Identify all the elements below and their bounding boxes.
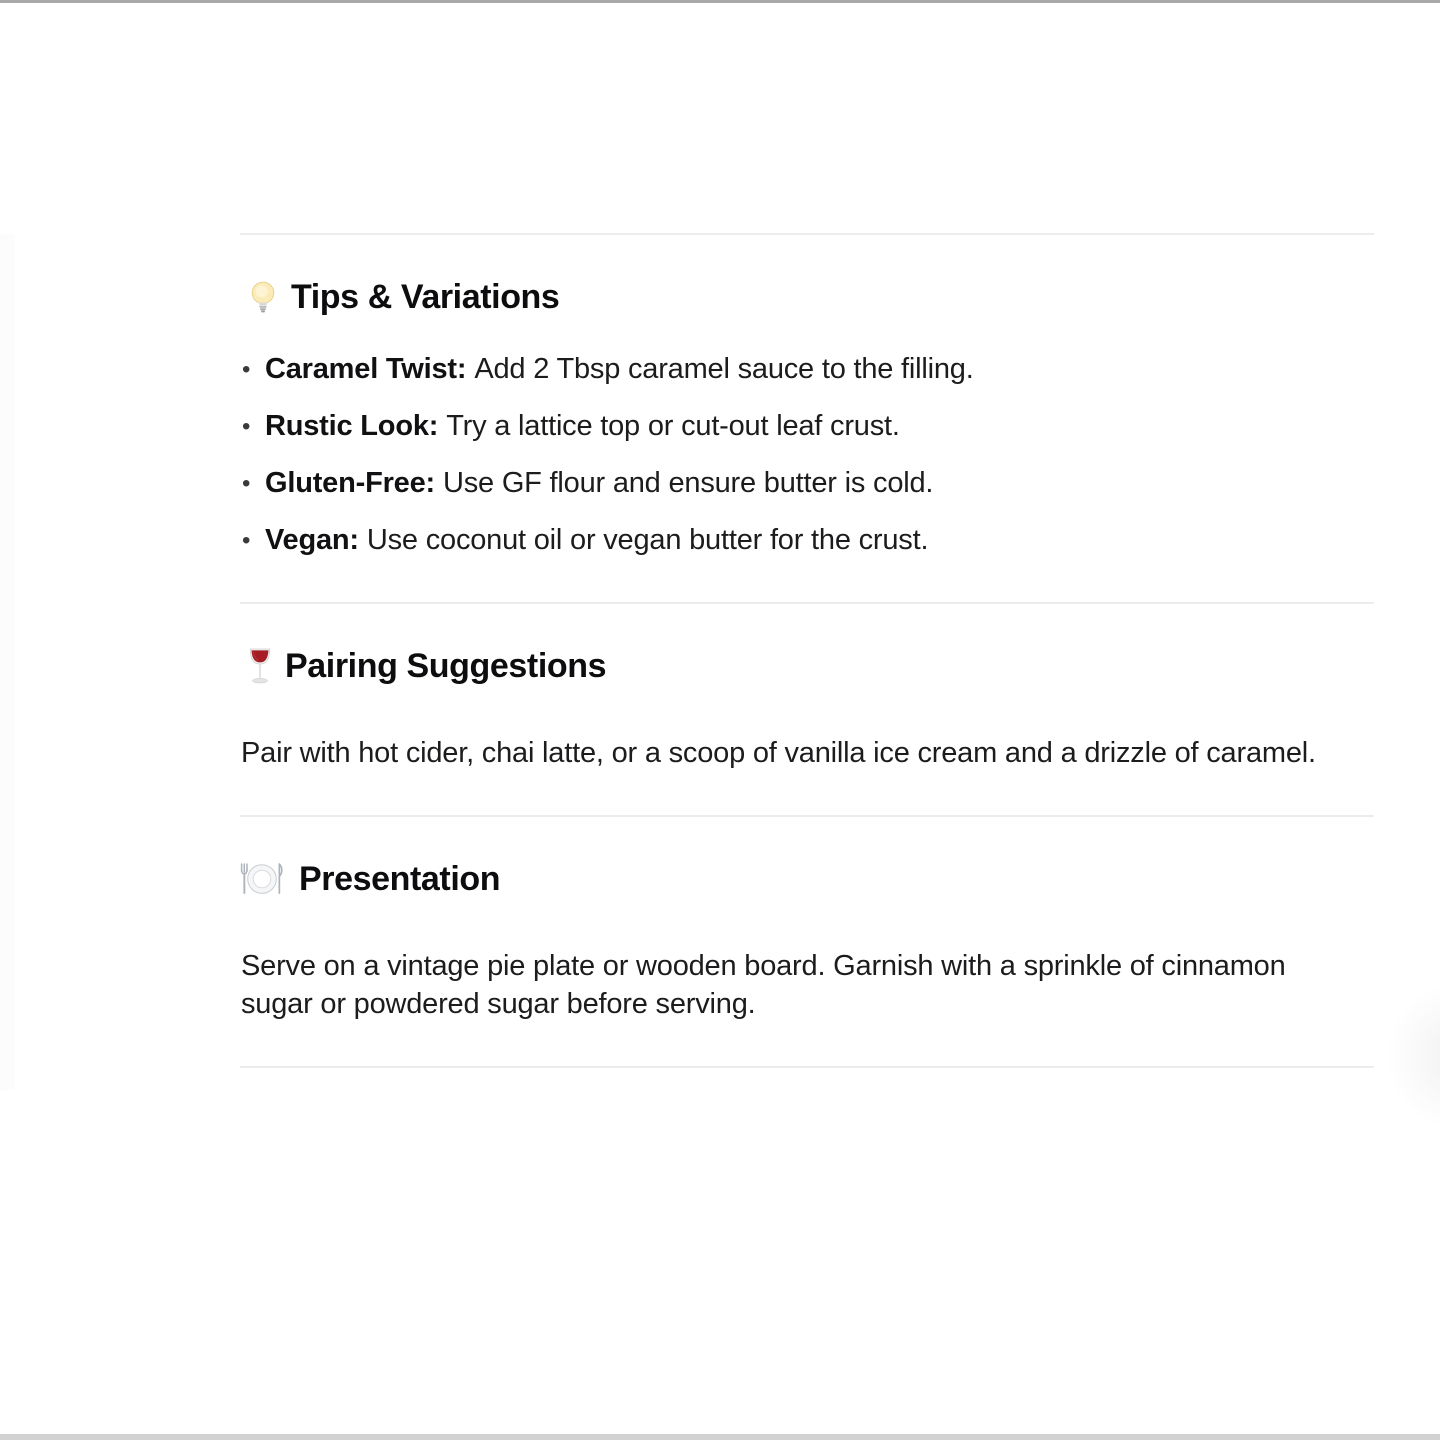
section-title: Pairing Suggestions	[285, 647, 607, 685]
section-title: Tips & Variations	[291, 278, 560, 316]
section-divider	[240, 815, 1374, 817]
bullet-glyph: •	[242, 470, 251, 497]
tip-body	[265, 351, 974, 388]
right-edge-shadow	[1385, 983, 1440, 1129]
pairing-paragraph: Pair with hot cider, chai latte, or a scoop of vanilla ice cream and a drizzle of caramel.	[241, 737, 1316, 769]
tip-text: Try a lattice top or cut-out leaf crust.	[446, 410, 900, 442]
bullet-glyph: •	[242, 356, 251, 383]
list-item	[240, 522, 1374, 559]
pairing-section-heading	[240, 646, 1374, 686]
lightbulb-icon	[248, 280, 278, 315]
bullet-glyph: •	[242, 527, 251, 554]
tips-section-heading	[240, 277, 1374, 317]
tips-list	[240, 351, 1374, 559]
tip-label: Gluten-Free:	[265, 467, 435, 499]
tip-label: Rustic Look:	[265, 410, 439, 442]
presentation-section-heading	[238, 859, 1374, 899]
tip-body	[265, 465, 933, 502]
tip-label: Vegan:	[265, 524, 359, 556]
section-tips-and-variations	[240, 277, 1374, 559]
recipe-document	[240, 0, 1374, 1068]
presentation-paragraph: Serve on a vintage pie plate or wooden board. Garnish with a sprinkle of cinnamon sugar or powdered sugar before serving.	[241, 950, 1286, 1020]
list-item	[240, 408, 1374, 445]
tip-text: Use coconut oil or vegan butter for the crust.	[366, 524, 929, 556]
bullet-glyph: •	[242, 413, 251, 440]
tip-body	[265, 408, 900, 445]
tip-text: Use GF flour and ensure butter is cold.	[443, 467, 934, 499]
list-item	[240, 351, 1374, 388]
tip-text: Add 2 Tbsp caramel sauce to the filling.	[474, 353, 974, 385]
adjacent-page-edge	[0, 234, 15, 1090]
tip-body	[265, 522, 928, 559]
fork-knife-plate-icon	[238, 863, 286, 895]
section-title: Presentation	[299, 860, 501, 898]
section-divider	[240, 602, 1374, 604]
wine-glass-icon	[248, 648, 272, 685]
section-pairing-suggestions	[240, 646, 1374, 772]
section-presentation	[240, 859, 1374, 1023]
bottom-edge-bar	[0, 1434, 1440, 1440]
list-item	[240, 465, 1374, 502]
tip-label: Caramel Twist:	[265, 353, 467, 385]
section-divider	[240, 233, 1374, 235]
section-divider	[240, 1066, 1374, 1068]
